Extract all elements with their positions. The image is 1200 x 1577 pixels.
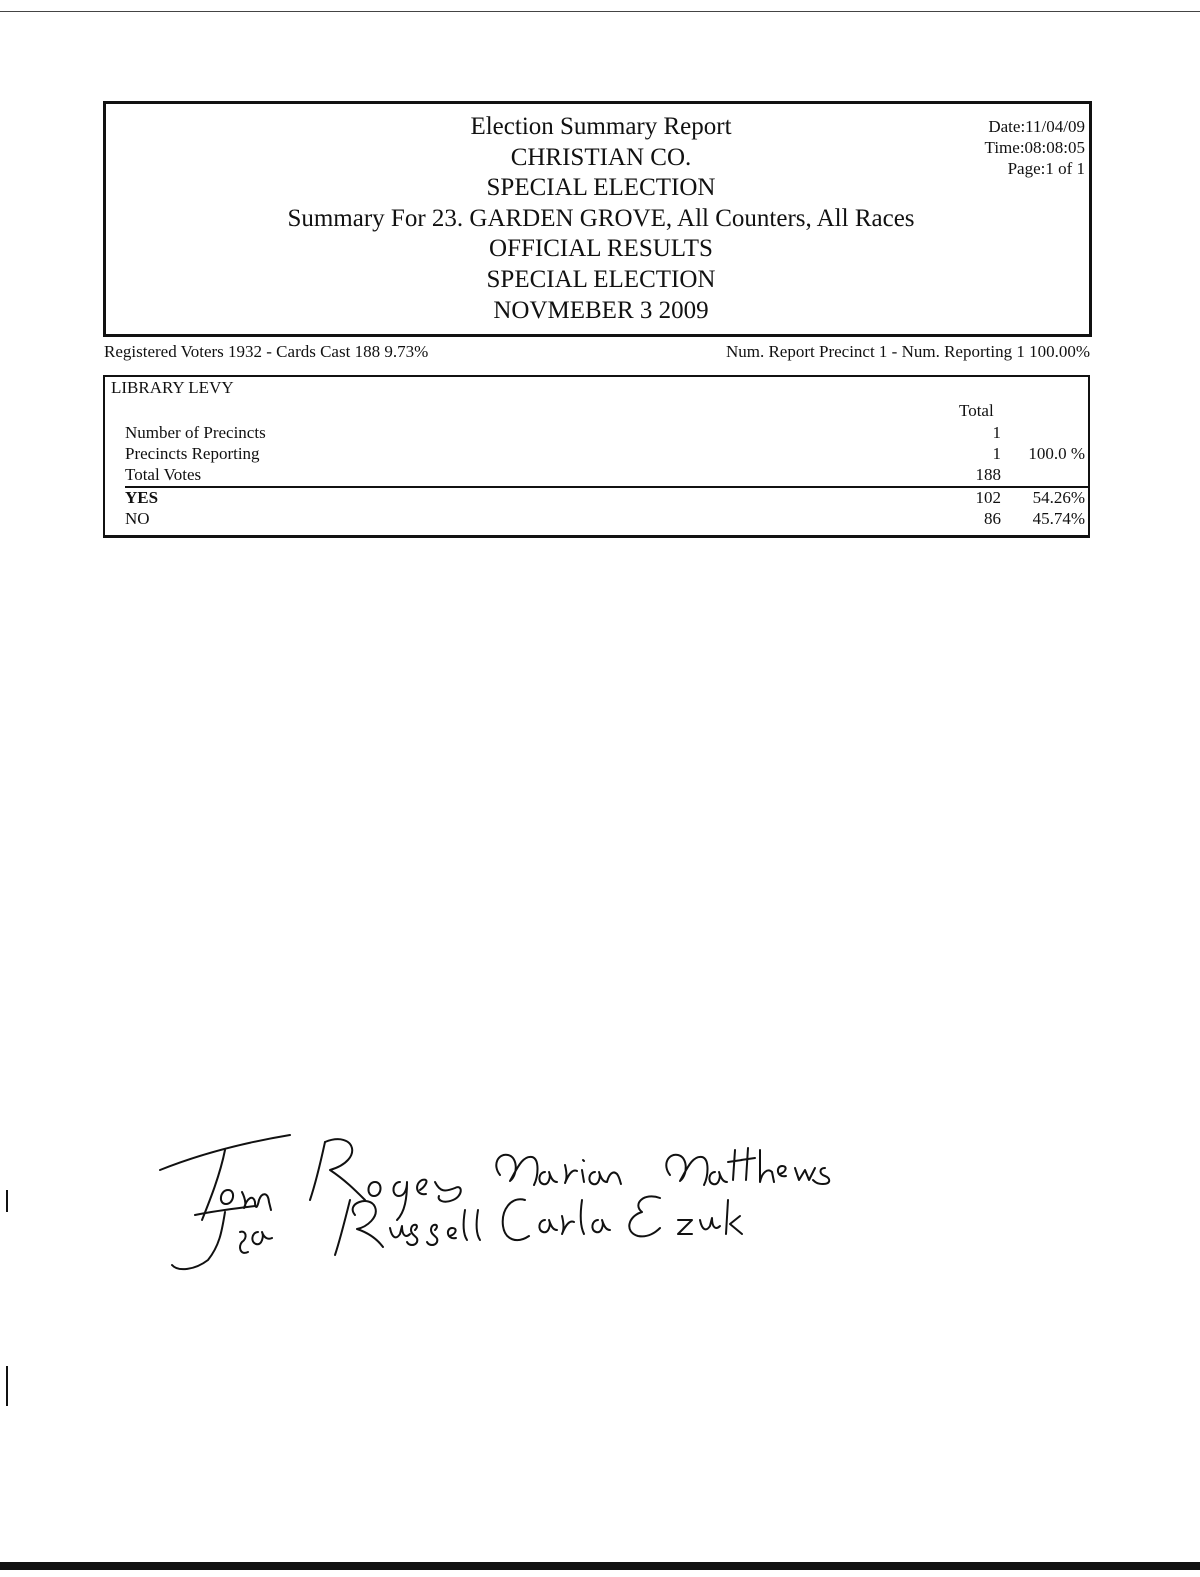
election-date: NOVMEBER 3 2009 <box>493 296 709 324</box>
row-value: 102 <box>975 488 1001 507</box>
report-date: Date:11/04/09 <box>988 117 1085 136</box>
county-name: CHRISTIAN CO. <box>510 143 692 171</box>
row-percent: 100.0 % <box>1028 444 1085 463</box>
total-column-header: Total <box>959 401 994 420</box>
race-title: LIBRARY LEVY <box>111 378 234 397</box>
row-value: 1 <box>992 423 1001 442</box>
row-percent: 54.26% <box>1032 488 1085 507</box>
top-scan-line <box>0 11 1200 12</box>
report-time: Time:08:08:05 <box>984 138 1085 157</box>
result-row <box>125 422 1085 443</box>
row-label: Number of Precincts <box>125 423 266 442</box>
handwritten-signatures <box>150 1120 880 1290</box>
race-results-box <box>103 375 1090 538</box>
report-title-block <box>106 112 1096 326</box>
row-label: Precincts Reporting <box>125 444 260 463</box>
row-label: Total Votes <box>125 465 202 484</box>
result-row <box>125 464 1085 485</box>
report-meta <box>985 116 1085 179</box>
scan-edge-mark <box>6 1190 8 1212</box>
row-percent: 45.74% <box>1032 509 1085 528</box>
result-row <box>125 487 1085 508</box>
report-page: Page:1 of 1 <box>1007 159 1085 178</box>
summary-line: Summary For 23. GARDEN GROVE, All Counters, All Races <box>287 204 915 232</box>
result-row <box>125 508 1085 529</box>
results-status: OFFICIAL RESULTS <box>489 235 713 263</box>
report-title: Election Summary Report <box>470 113 732 140</box>
precinct-stats: Num. Report Precinct 1 - Num. Reporting 1 100.00% <box>725 342 1090 361</box>
scan-edge-mark <box>6 1366 8 1406</box>
row-label: NO <box>125 509 150 528</box>
row-value: 86 <box>984 509 1001 528</box>
row-value: 1 <box>992 444 1001 463</box>
election-type-repeat: SPECIAL ELECTION <box>486 265 716 293</box>
result-row <box>125 443 1085 464</box>
row-value: 188 <box>975 465 1001 484</box>
row-label: YES <box>125 488 159 507</box>
bottom-scan-edge <box>0 1562 1200 1570</box>
election-type: SPECIAL ELECTION <box>486 174 716 202</box>
voter-stats: Registered Voters 1932 - Cards Cast 188 9.73% <box>104 342 429 361</box>
report-header-box <box>103 101 1092 337</box>
